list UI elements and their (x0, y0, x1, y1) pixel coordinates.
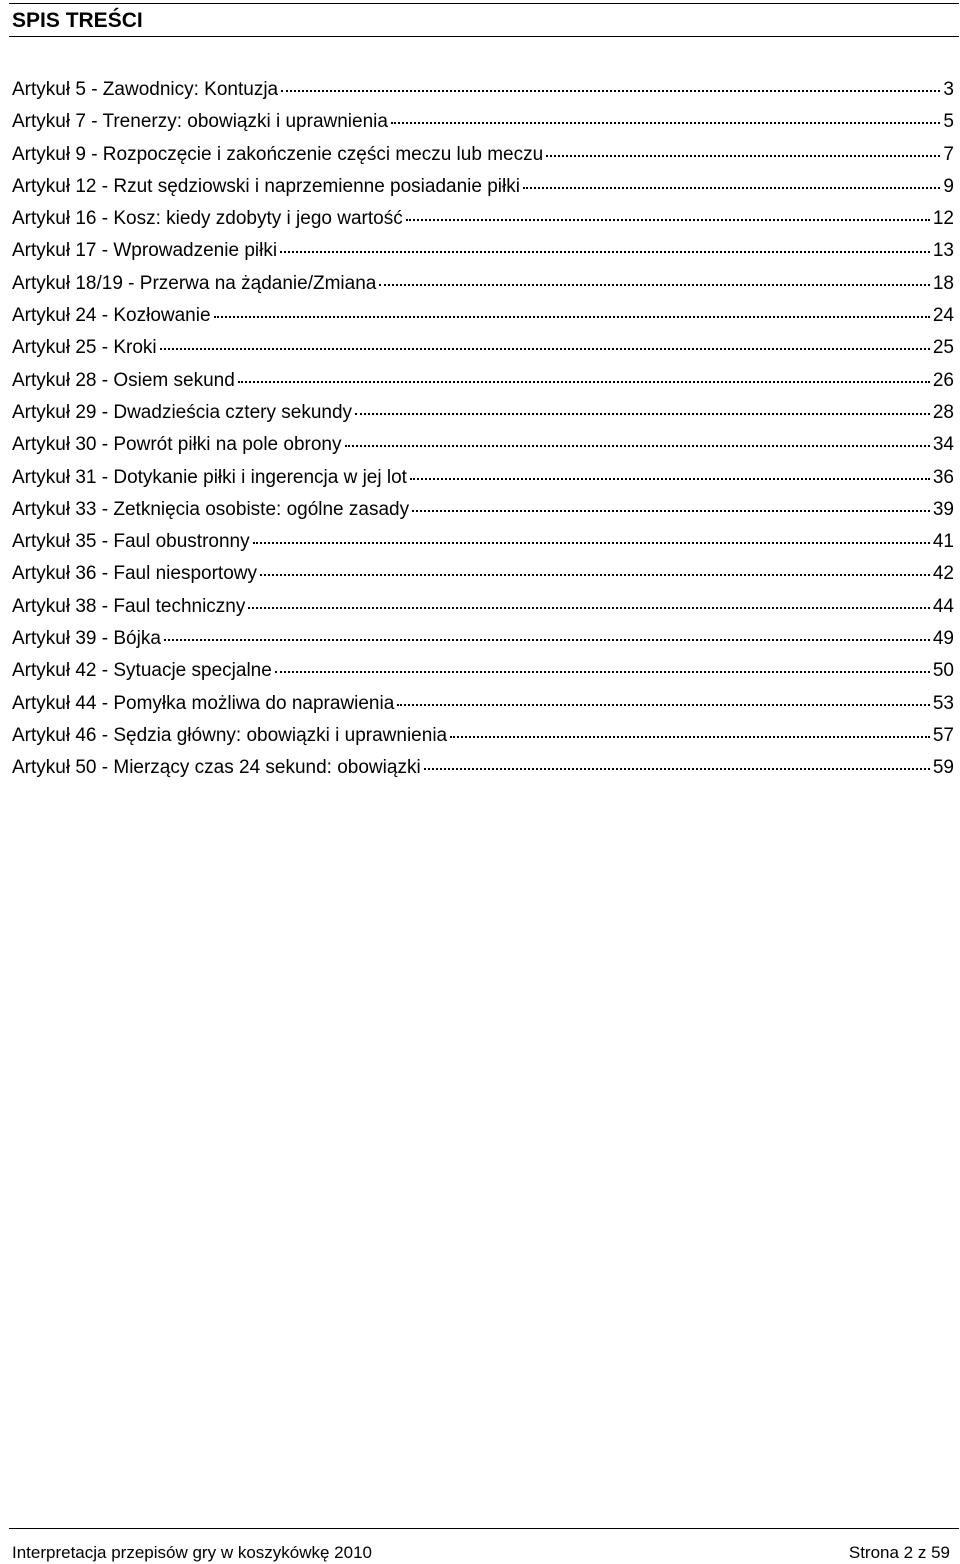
toc-entry[interactable] (12, 365, 954, 397)
toc-entry-page: 49 (932, 628, 954, 650)
toc-dot-leader (160, 348, 930, 350)
toc-entry-title: Artykuł 31 - Dotykanie piłki i ingerencja w jej lot (12, 466, 407, 488)
toc-entry-title: Artykuł 35 - Faul obustronny (12, 531, 250, 553)
toc-entry-title: Artykuł 18/19 - Przerwa na żądanie/Zmiana (12, 272, 377, 294)
toc-dot-leader (281, 90, 940, 92)
footer-document-title: Interpretacja przepisów gry w koszykówkę 2010 (12, 1543, 372, 1562)
toc-entry-page: 34 (932, 434, 954, 456)
toc-entry[interactable] (12, 300, 954, 332)
toc-entry-page: 12 (932, 208, 954, 230)
toc-entry-page: 36 (932, 466, 954, 488)
toc-entry[interactable] (12, 268, 954, 300)
toc-dot-leader (546, 155, 940, 157)
toc-entry-page: 26 (932, 369, 954, 391)
toc-entry[interactable] (12, 106, 954, 138)
toc-dot-leader (355, 413, 930, 415)
toc-entry-page: 9 (943, 175, 954, 197)
toc-dot-leader (275, 671, 930, 673)
toc-dot-leader (397, 704, 930, 706)
toc-entry[interactable] (12, 591, 954, 623)
toc-entry-title: Artykuł 25 - Kroki (12, 337, 157, 359)
toc-dot-leader (248, 607, 929, 609)
footer-divider (9, 1528, 959, 1529)
toc-entry-title: Artykuł 36 - Faul niesportowy (12, 563, 257, 585)
toc-entry[interactable] (12, 235, 954, 267)
toc-entry-page: 24 (932, 305, 954, 327)
toc-entry-page: 7 (943, 143, 954, 165)
toc-dot-leader (379, 284, 930, 286)
toc-dot-leader (280, 251, 930, 253)
toc-entry-title: Artykuł 30 - Powrót piłki na pole obrony (12, 434, 342, 456)
toc-entry-title: Artykuł 44 - Pomyłka możliwa do naprawienia (12, 692, 395, 714)
toc-entry-page: 44 (932, 595, 954, 617)
toc-entry-page: 42 (932, 563, 954, 585)
toc-entry-title: Artykuł 16 - Kosz: kiedy zdobyty i jego wartość (12, 208, 403, 230)
toc-entry-page: 57 (932, 724, 954, 746)
toc-dot-leader (424, 768, 930, 770)
toc-entry[interactable] (12, 429, 954, 461)
toc-entry[interactable] (12, 720, 954, 752)
toc-dot-leader (410, 478, 930, 480)
toc-entry-title: Artykuł 39 - Bójka (12, 628, 161, 650)
toc-entry[interactable] (12, 623, 954, 655)
toc-entry[interactable] (12, 203, 954, 235)
toc-dot-leader (523, 187, 940, 189)
toc-dot-leader (260, 574, 930, 576)
toc-entry-title: Artykuł 29 - Dwadzieścia cztery sekundy (12, 401, 353, 423)
toc-entry[interactable] (12, 171, 954, 203)
toc-entry[interactable] (12, 462, 954, 494)
toc-entry[interactable] (12, 688, 954, 720)
footer-page-number: Strona 2 z 59 (848, 1543, 950, 1562)
toc-entry[interactable] (12, 655, 954, 687)
toc-entry-title: Artykuł 17 - Wprowadzenie piłki (12, 240, 278, 262)
toc-entry[interactable] (12, 526, 954, 558)
toc-entry-page: 50 (932, 660, 954, 682)
toc-entry-title: Artykuł 28 - Osiem sekund (12, 369, 235, 391)
toc-entry-page: 13 (932, 240, 954, 262)
toc-dot-leader (214, 316, 930, 318)
toc-entry-page: 3 (943, 79, 954, 100)
toc-entry-title: Artykuł 5 - Zawodnicy: Kontuzja (12, 79, 279, 100)
toc-dot-leader (253, 542, 930, 544)
toc-entry-page: 53 (932, 692, 954, 714)
toc-entry-title: Artykuł 12 - Rzut sędziowski i naprzemienne posiadanie piłki (12, 175, 520, 197)
toc-entry[interactable] (12, 397, 954, 429)
toc-entry-page: 41 (932, 531, 954, 553)
toc-entry-title: Artykuł 7 - Trenerzy: obowiązki i uprawnienia (12, 111, 388, 133)
toc-entry[interactable] (12, 332, 954, 364)
toc-entry-title: Artykuł 33 - Zetknięcia osobiste: ogólne zasady (12, 498, 410, 520)
toc-entry[interactable] (12, 494, 954, 526)
toc-entry-title: Artykuł 24 - Kozłowanie (12, 305, 211, 327)
toc-entry-title: Artykuł 50 - Mierzący czas 24 sekund: obowiązki (12, 757, 421, 779)
toc-dot-leader (391, 122, 940, 124)
toc-dot-leader (238, 381, 930, 383)
toc-entry-page: 25 (932, 337, 954, 359)
toc-dot-leader (450, 736, 930, 738)
toc-entry-page: 39 (932, 498, 954, 520)
toc-entry[interactable] (12, 558, 954, 590)
toc-dot-leader (412, 510, 930, 512)
page-title: SPIS TREŚCI (12, 9, 143, 32)
toc-entry-page: 18 (932, 272, 954, 294)
toc-entry-page: 59 (932, 757, 954, 779)
toc-entry-title: Artykuł 38 - Faul techniczny (12, 595, 246, 617)
toc-dot-leader (345, 445, 930, 447)
toc-entry-title: Artykuł 9 - Rozpoczęcie i zakończenie części meczu lub meczu (12, 143, 544, 165)
toc-dot-leader (406, 219, 930, 221)
toc-dot-leader (164, 639, 930, 641)
toc-entry[interactable] (12, 74, 954, 106)
toc-entry[interactable] (12, 752, 954, 784)
toc-entry-title: Artykuł 46 - Sędzia główny: obowiązki i uprawnienia (12, 724, 448, 746)
toc-entry[interactable] (12, 139, 954, 171)
toc-entry-page: 28 (932, 401, 954, 423)
table-of-contents (12, 74, 954, 785)
toc-heading-bar (9, 3, 959, 37)
toc-entry-title: Artykuł 42 - Sytuacje specjalne (12, 660, 272, 682)
toc-entry-page: 5 (943, 111, 954, 133)
